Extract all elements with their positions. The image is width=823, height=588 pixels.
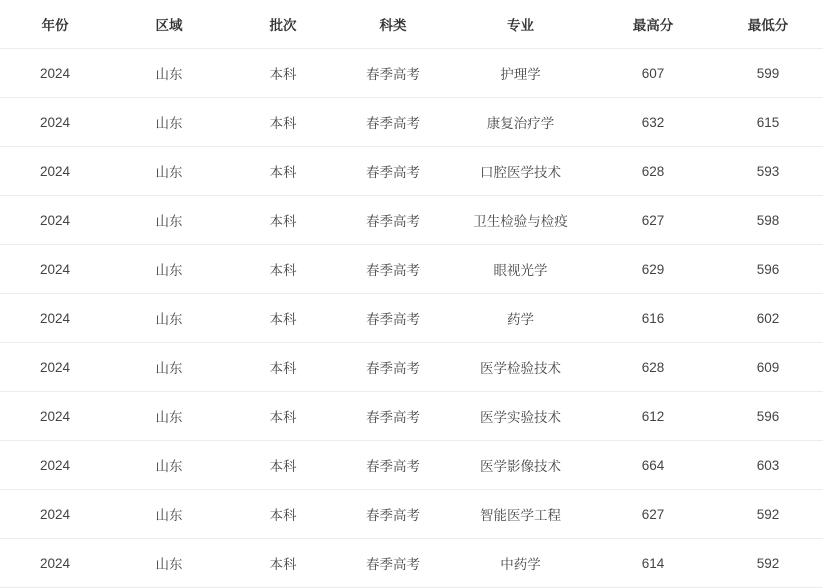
cell-year: 2024 bbox=[0, 245, 110, 294]
table-row bbox=[0, 392, 823, 441]
table-header-row bbox=[0, 0, 823, 49]
cell-lowest-score: 602 bbox=[713, 294, 823, 343]
cell-highest-score: 627 bbox=[593, 196, 713, 245]
cell-region: 山东 bbox=[110, 245, 228, 294]
cell-highest-score: 628 bbox=[593, 343, 713, 392]
cell-batch: 本科 bbox=[228, 441, 338, 490]
cell-lowest-score: 592 bbox=[713, 490, 823, 539]
cell-region: 山东 bbox=[110, 294, 228, 343]
cell-major: 医学实验技术 bbox=[448, 392, 593, 441]
cell-category: 春季高考 bbox=[338, 294, 448, 343]
cell-region: 山东 bbox=[110, 196, 228, 245]
table-row bbox=[0, 196, 823, 245]
column-header-highest-score: 最高分 bbox=[593, 0, 713, 49]
cell-highest-score: 632 bbox=[593, 98, 713, 147]
cell-batch: 本科 bbox=[228, 49, 338, 98]
table-row bbox=[0, 98, 823, 147]
cell-year: 2024 bbox=[0, 196, 110, 245]
cell-category: 春季高考 bbox=[338, 245, 448, 294]
table-row bbox=[0, 490, 823, 539]
cell-region: 山东 bbox=[110, 98, 228, 147]
column-header-batch: 批次 bbox=[228, 0, 338, 49]
cell-highest-score: 616 bbox=[593, 294, 713, 343]
cell-batch: 本科 bbox=[228, 245, 338, 294]
cell-year: 2024 bbox=[0, 392, 110, 441]
table-row bbox=[0, 294, 823, 343]
cell-year: 2024 bbox=[0, 343, 110, 392]
cell-lowest-score: 593 bbox=[713, 147, 823, 196]
cell-category: 春季高考 bbox=[338, 441, 448, 490]
cell-major: 智能医学工程 bbox=[448, 490, 593, 539]
cell-category: 春季高考 bbox=[338, 98, 448, 147]
cell-year: 2024 bbox=[0, 539, 110, 588]
cell-batch: 本科 bbox=[228, 490, 338, 539]
table-row bbox=[0, 343, 823, 392]
table-row bbox=[0, 441, 823, 490]
cell-lowest-score: 599 bbox=[713, 49, 823, 98]
cell-year: 2024 bbox=[0, 147, 110, 196]
cell-lowest-score: 615 bbox=[713, 98, 823, 147]
cell-highest-score: 607 bbox=[593, 49, 713, 98]
cell-batch: 本科 bbox=[228, 294, 338, 343]
cell-batch: 本科 bbox=[228, 343, 338, 392]
cell-highest-score: 664 bbox=[593, 441, 713, 490]
cell-region: 山东 bbox=[110, 490, 228, 539]
column-header-category: 科类 bbox=[338, 0, 448, 49]
cell-batch: 本科 bbox=[228, 98, 338, 147]
cell-major: 医学检验技术 bbox=[448, 343, 593, 392]
cell-region: 山东 bbox=[110, 392, 228, 441]
cell-major: 中药学 bbox=[448, 539, 593, 588]
cell-year: 2024 bbox=[0, 294, 110, 343]
table-row bbox=[0, 147, 823, 196]
cell-region: 山东 bbox=[110, 441, 228, 490]
cell-highest-score: 628 bbox=[593, 147, 713, 196]
cell-batch: 本科 bbox=[228, 392, 338, 441]
cell-batch: 本科 bbox=[228, 539, 338, 588]
cell-category: 春季高考 bbox=[338, 490, 448, 539]
table-header bbox=[0, 0, 823, 49]
cell-major: 口腔医学技术 bbox=[448, 147, 593, 196]
cell-major: 卫生检验与检疫 bbox=[448, 196, 593, 245]
cell-category: 春季高考 bbox=[338, 147, 448, 196]
cell-major: 眼视光学 bbox=[448, 245, 593, 294]
column-header-lowest-score: 最低分 bbox=[713, 0, 823, 49]
table-row bbox=[0, 245, 823, 294]
cell-year: 2024 bbox=[0, 441, 110, 490]
cell-region: 山东 bbox=[110, 147, 228, 196]
table-row bbox=[0, 539, 823, 588]
cell-category: 春季高考 bbox=[338, 196, 448, 245]
cell-major: 医学影像技术 bbox=[448, 441, 593, 490]
cell-year: 2024 bbox=[0, 98, 110, 147]
cell-region: 山东 bbox=[110, 343, 228, 392]
cell-category: 春季高考 bbox=[338, 539, 448, 588]
table-body bbox=[0, 49, 823, 588]
cell-region: 山东 bbox=[110, 49, 228, 98]
cell-highest-score: 627 bbox=[593, 490, 713, 539]
cell-year: 2024 bbox=[0, 49, 110, 98]
cell-lowest-score: 592 bbox=[713, 539, 823, 588]
cell-lowest-score: 596 bbox=[713, 245, 823, 294]
cell-major: 护理学 bbox=[448, 49, 593, 98]
column-header-major: 专业 bbox=[448, 0, 593, 49]
cell-batch: 本科 bbox=[228, 196, 338, 245]
cell-region: 山东 bbox=[110, 539, 228, 588]
cell-highest-score: 614 bbox=[593, 539, 713, 588]
cell-category: 春季高考 bbox=[338, 49, 448, 98]
cell-year: 2024 bbox=[0, 490, 110, 539]
table-row bbox=[0, 49, 823, 98]
cell-lowest-score: 609 bbox=[713, 343, 823, 392]
column-header-year: 年份 bbox=[0, 0, 110, 49]
cell-lowest-score: 603 bbox=[713, 441, 823, 490]
cell-major: 药学 bbox=[448, 294, 593, 343]
cell-lowest-score: 596 bbox=[713, 392, 823, 441]
cell-lowest-score: 598 bbox=[713, 196, 823, 245]
cell-major: 康复治疗学 bbox=[448, 98, 593, 147]
cell-category: 春季高考 bbox=[338, 343, 448, 392]
column-header-region: 区域 bbox=[110, 0, 228, 49]
cell-category: 春季高考 bbox=[338, 392, 448, 441]
cell-highest-score: 629 bbox=[593, 245, 713, 294]
cell-highest-score: 612 bbox=[593, 392, 713, 441]
cell-batch: 本科 bbox=[228, 147, 338, 196]
